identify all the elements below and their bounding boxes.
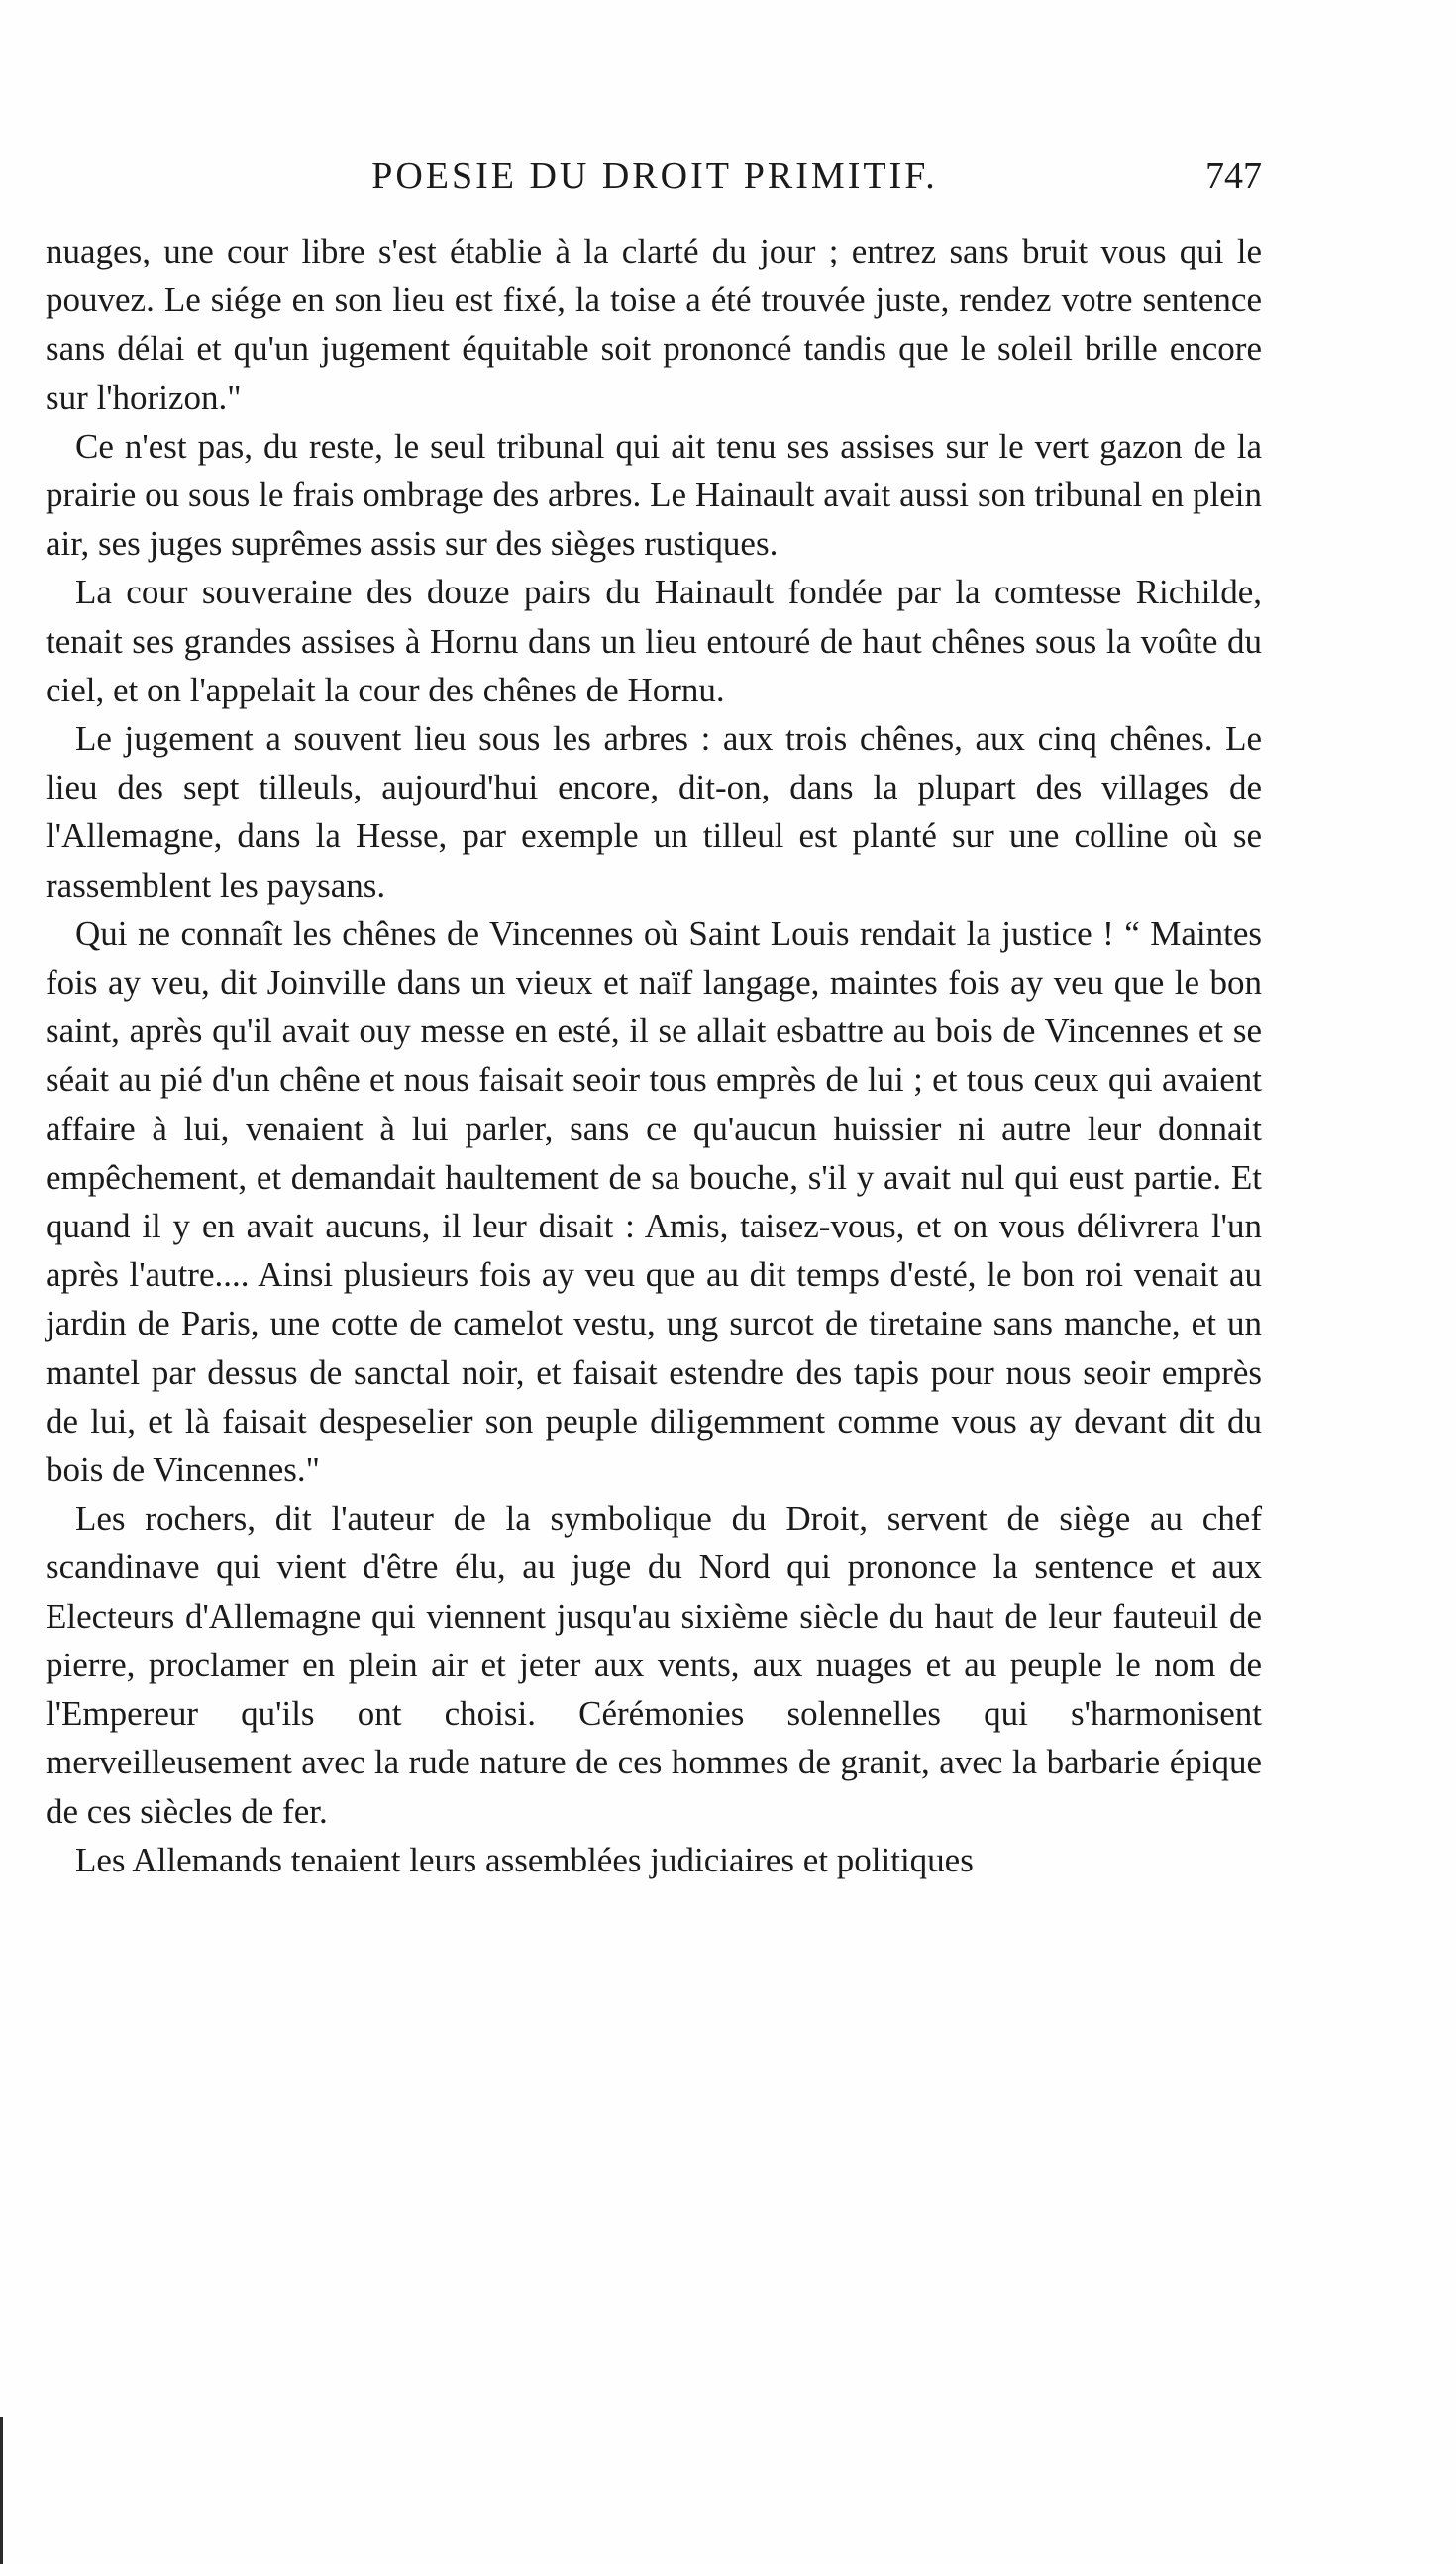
paragraph: Ce n'est pas, du reste, le seul tribunal qui ait tenu ses assises sur le vert gazon de la prairie ou sous le frais ombrage des arbres. Le Hainault avait aussi son tribunal en plein air, ses juges suprêmes assis sur des sièges rustiques. xyxy=(46,426,1262,564)
running-head xyxy=(48,147,1262,206)
paragraph: Les Allemands tenaient leurs assemblées judiciaires et politiques xyxy=(75,1840,974,1879)
paragraph: Le jugement a souvent lieu sous les arbres : aux trois chênes, aux cinq chênes. Le lieu des sept tilleuls, aujourd'hui encore, dit-on, dans la plupart des villages de l'Allemagne, dans la Hesse, par exemple un tilleul est planté sur une colline où se rassemblent les paysans. xyxy=(46,719,1262,905)
running-title: POESIE DU DROIT PRIMITIF. xyxy=(371,156,938,197)
page-edge-mark xyxy=(0,2417,3,2564)
body-text xyxy=(46,227,1262,1884)
paragraph: nuages, une cour libre s'est établie à la clarté du jour ; entrez sans bruit vous qui le pouvez. Le siége en son lieu est fixé, la toise a été trouvée juste, rendez votre sentence sans délai et qu'un jugement équitable soit prononcé tandis que le soleil brille encore sur l'horizon." xyxy=(46,232,1262,417)
paragraph: Les rochers, dit l'auteur de la symbolique du Droit, servent de siège au chef scandinave qui vient d'être élu, au juge du Nord qui prononce la sentence et aux Electeurs d'Allemagne qui viennent jusqu'au sixième siècle du haut de leur fauteuil de pierre, proclamer en plein air et jeter aux vents, aux nuages et au peuple le nom de l'Empereur qu'ils ont choisi. Cérémonies solennelles qui s'harmonisent merveilleusement avec la rude nature de ces hommes de granit, avec la barbarie épique de ces siècles de fer. xyxy=(46,1499,1262,1831)
page-number: 747 xyxy=(1205,156,1262,197)
paragraph: Qui ne connaît les chênes de Vincennes où Saint Louis rendait la justice ! “ Maintes fois ay veu, dit Joinville dans un vieux et naïf langage, maintes fois ay veu que le bon saint, après qu'il avait ouy messe en esté, il se allait esbattre au bois de Vincennes et se séait au pié d'un chêne et nous faisait seoir tous emprès de lui ; et tous ceux qui avaient affaire à lui, venaient à lui parler, sans ce qu'aucun huissier ni autre leur donnait empêchement, et demandait haultement de sa bouche, s'il y avait nul qui eust partie. Et quand il y en avait aucuns, il leur disait : Amis, taisez-vous, et on vous délivrera l'un après l'autre.... Ainsi plusieurs fois ay veu que au dit temps d'esté, le bon roi venait au jardin de Paris, une cotte de camelot vestu, ung surcot de tiretaine sans manche, et un mantel par dessus de sanctal noir, et faisait estendre des tapis pour nous seoir emprès de lui, et là faisait despeselier son peuple diligemment comme vous ay devant dit du bois de Vincennes." xyxy=(46,913,1262,1490)
paragraph: La cour souveraine des douze pairs du Hainault fondée par la comtesse Richilde, tenait ses grandes assises à Hornu dans un lieu entouré de haut chênes sous la voûte du ciel, et on l'appelait la cour des chênes de Hornu. xyxy=(46,573,1262,709)
